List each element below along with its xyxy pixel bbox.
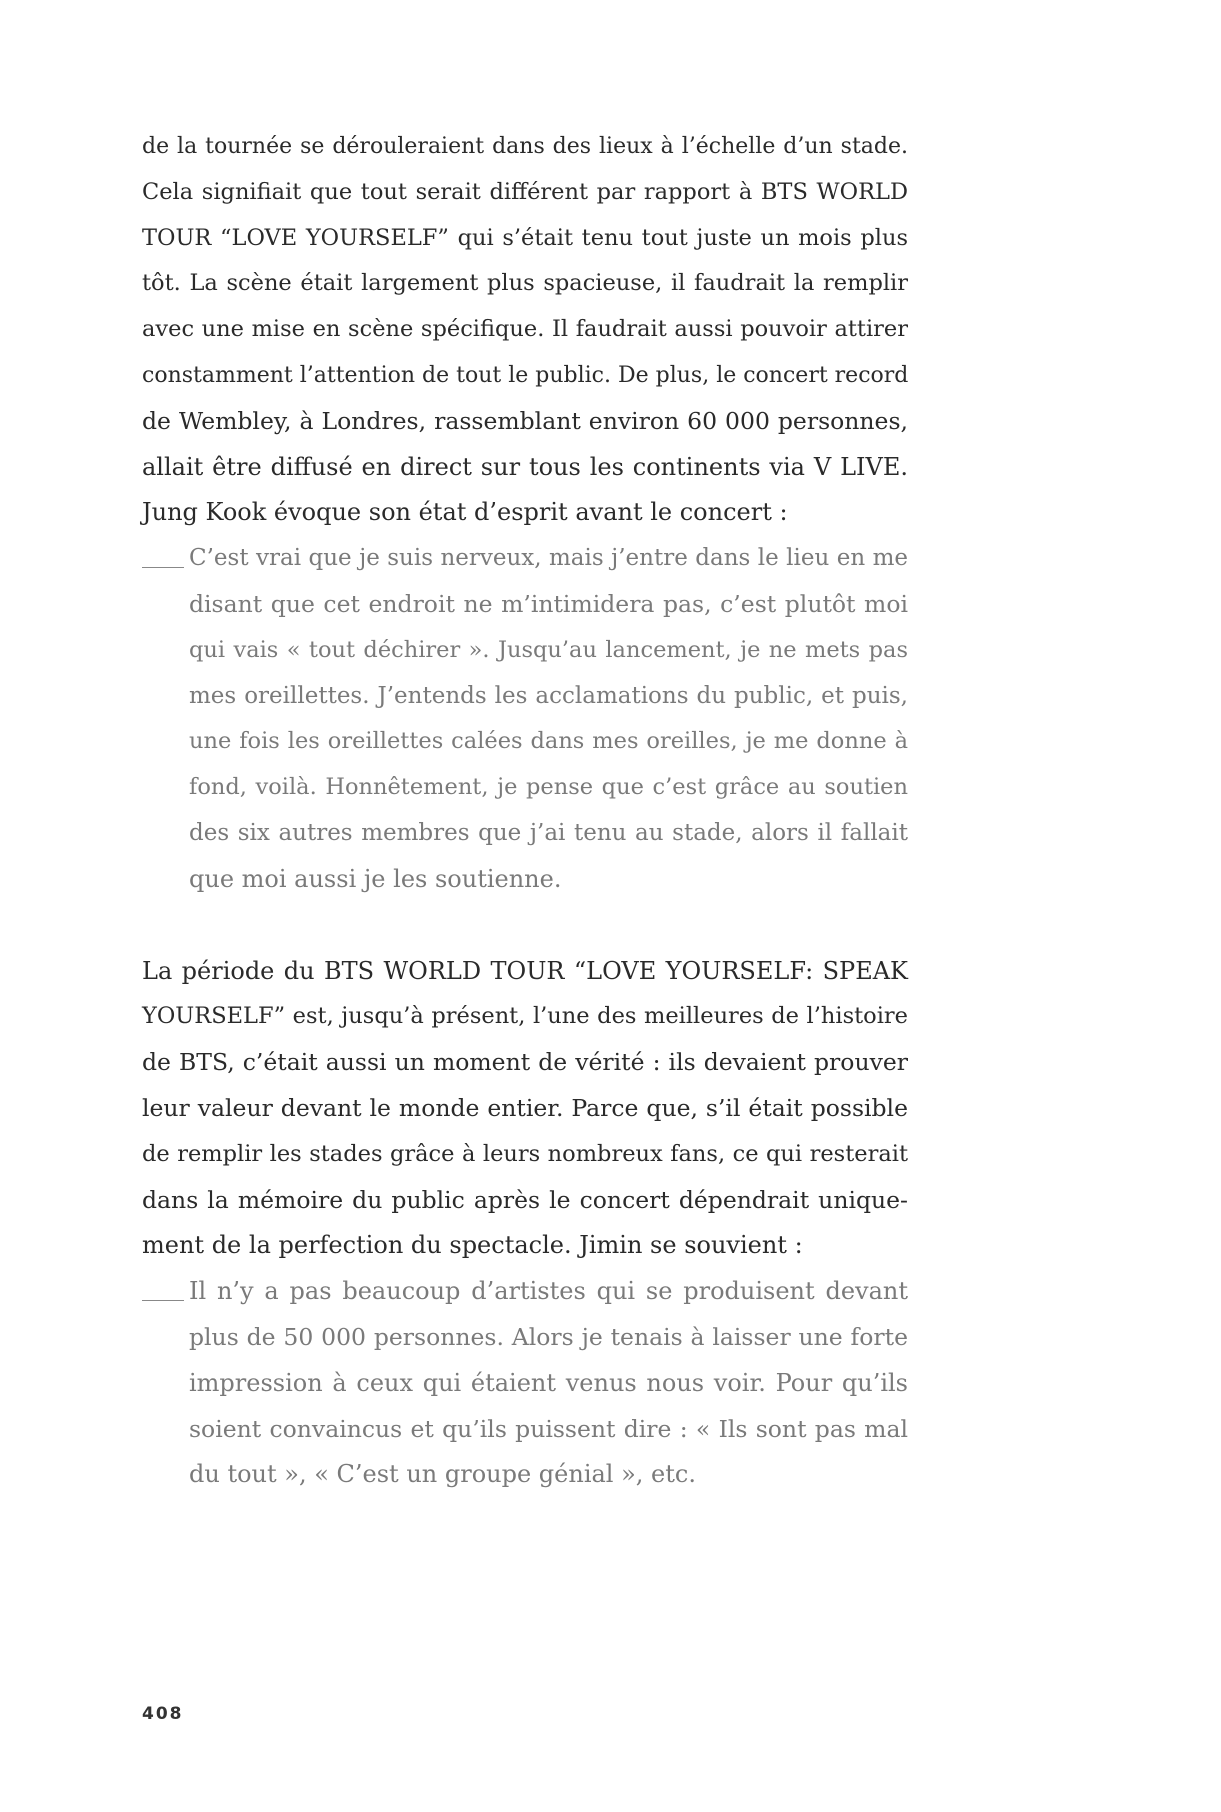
text-line: La période du BTS WORLD TOUR “LOVE YOURSELF: SPEAK	[142, 956, 908, 985]
page-body	[142, 124, 908, 1498]
text-line: Cela signifiait que tout serait différent par rapport à BTS WORLD	[142, 178, 908, 205]
text-line: constamment l’attention de tout le public. De plus, le concert record	[142, 362, 909, 388]
quote-line: impression à ceux qui étaient venus nous voir. Pour qu’ils	[189, 1368, 908, 1397]
text-line: TOUR “LOVE YOURSELF” qui s’était tenu tout juste un mois plus	[142, 224, 908, 251]
text-line: tôt. La scène était largement plus spacieuse, il faudrait la remplir	[142, 270, 908, 297]
paragraph-tour-stadium	[142, 124, 908, 536]
paragraph-gap	[142, 903, 908, 949]
quote-line: C’est vrai que je suis nerveux, mais j’entre dans le lieu en me	[189, 545, 908, 572]
quote-line: Il n’y a pas beaucoup d’artistes qui se produisent devant	[189, 1277, 908, 1306]
quote-jung-kook	[142, 536, 908, 902]
text-line: de Wembley, à Londres, rassemblant environ 60 000 personnes,	[142, 406, 908, 435]
quote-dash	[142, 567, 184, 568]
page-number: 408	[142, 1704, 184, 1724]
quote-line: du tout », « C’est un groupe génial », etc.	[189, 1460, 696, 1489]
quote-line: une fois les oreillettes calées dans mes oreilles, je me donne à	[189, 728, 908, 755]
paragraph-speak-yourself	[142, 949, 908, 1270]
text-line: avec une mise en scène spécifique. Il faudrait aussi pouvoir attirer	[142, 316, 908, 343]
quote-line: soient convaincus et qu’ils puissent dire : « Ils sont pas mal	[189, 1414, 908, 1443]
text-line: de remplir les stades grâce à leurs nombreux fans, ce qui resterait	[142, 1140, 908, 1167]
quote-line: que moi aussi je les soutienne.	[189, 864, 562, 893]
quote-line: qui vais « tout déchirer ». Jusqu’au lancement, je ne mets pas	[189, 636, 908, 663]
quote-jimin	[142, 1269, 908, 1498]
quote-line: des six autres membres que j’ai tenu au stade, alors il fallait	[189, 819, 908, 846]
quote-line: plus de 50 000 personnes. Alors je tenais à laisser une forte	[189, 1322, 908, 1351]
text-line: YOURSELF” est, jusqu’à présent, l’une des meilleures de l’histoire	[142, 1003, 908, 1030]
text-line: allait être diffusé en direct sur tous les continents via V LIVE.	[142, 452, 908, 481]
text-line: ment de la perfection du spectacle. Jimin se souvient :	[142, 1231, 803, 1260]
text-line: de la tournée se dérouleraient dans des lieux à l’échelle d’un stade.	[142, 134, 908, 159]
quote-line: fond, voilà. Honnêtement, je pense que c’est grâce au soutien	[189, 774, 908, 801]
text-line: Jung Kook évoque son état d’esprit avant le concert :	[142, 498, 788, 527]
quote-line: mes oreillettes. J’entends les acclamations du public, et puis,	[189, 682, 908, 709]
text-line: de BTS, c’était aussi un moment de vérité : ils devaient prouver	[142, 1048, 908, 1077]
text-line: leur valeur devant le monde entier. Parce que, s’il était possible	[142, 1093, 908, 1122]
quote-line: disant que cet endroit ne m’intimidera pas, c’est plutôt moi	[189, 589, 908, 618]
text-line: dans la mémoire du public après le concert dépendrait unique-	[142, 1185, 908, 1214]
quote-dash	[142, 1300, 184, 1301]
